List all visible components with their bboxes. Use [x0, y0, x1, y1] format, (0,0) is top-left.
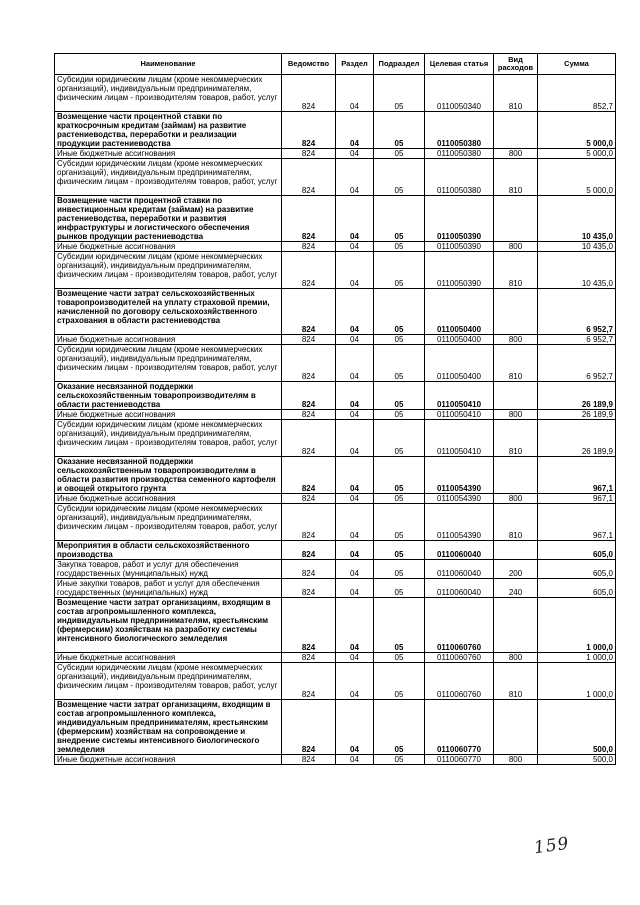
budget-table [54, 53, 616, 765]
row-name: Возмещение части процентной ставки по инвестиционным кредитам (займам) на развитие растениеводства, переработки и развития инфраструктуры и логистического обеспечения рынков продукции растениеводства [55, 196, 282, 242]
row-subsection: 05 [374, 196, 425, 242]
table-row [55, 335, 616, 345]
table-row [55, 755, 616, 765]
row-target: 0110050400 [425, 289, 494, 335]
row-subsection: 05 [374, 382, 425, 410]
row-dept: 824 [282, 420, 336, 457]
row-name: Иные бюджетные ассигнования [55, 242, 282, 252]
row-subsection: 05 [374, 755, 425, 765]
row-sum: 852,7 [538, 75, 616, 112]
row-name: Возмещение части затрат организациям, входящим в состав агропромышленного комплекса, индивидуальным предпринимателям, крестьянским (фермерским) хозяйствам на сопровождение и внедрение системы интенсивного биологического земледелия [55, 700, 282, 755]
row-sum: 967,1 [538, 504, 616, 541]
row-subsection: 05 [374, 579, 425, 598]
table-row [55, 663, 616, 700]
row-section: 04 [336, 494, 374, 504]
table-row [55, 289, 616, 335]
row-target: 0110060040 [425, 541, 494, 560]
row-dept: 824 [282, 112, 336, 149]
table-row [55, 494, 616, 504]
row-target: 0110050410 [425, 382, 494, 410]
header-name: Наименование [55, 54, 282, 75]
row-subsection: 05 [374, 653, 425, 663]
row-name: Субсидии юридическим лицам (кроме некоммерческих организаций), индивидуальным предпринимателям, физическим лицам - производителям товаров, работ, услуг [55, 504, 282, 541]
table-body [55, 75, 616, 765]
row-subsection: 05 [374, 252, 425, 289]
row-subsection: 05 [374, 289, 425, 335]
row-type [494, 196, 538, 242]
row-type: 800 [494, 494, 538, 504]
row-dept: 824 [282, 410, 336, 420]
row-sum: 10 435,0 [538, 242, 616, 252]
row-target: 0110050380 [425, 149, 494, 159]
row-dept: 824 [282, 289, 336, 335]
row-type: 800 [494, 653, 538, 663]
table-row [55, 149, 616, 159]
row-dept: 824 [282, 382, 336, 410]
row-name: Иные бюджетные ассигнования [55, 410, 282, 420]
row-sum: 6 952,7 [538, 335, 616, 345]
row-target: 0110060040 [425, 560, 494, 579]
table-row [55, 579, 616, 598]
row-dept: 824 [282, 700, 336, 755]
row-sum: 500,0 [538, 755, 616, 765]
row-dept: 824 [282, 335, 336, 345]
row-type [494, 289, 538, 335]
row-section: 04 [336, 196, 374, 242]
row-dept: 824 [282, 494, 336, 504]
row-type: 800 [494, 410, 538, 420]
row-type: 810 [494, 252, 538, 289]
header-target: Целевая статья [425, 54, 494, 75]
row-section: 04 [336, 663, 374, 700]
row-target: 0110050400 [425, 335, 494, 345]
row-sum: 967,1 [538, 494, 616, 504]
row-name: Закупка товаров, работ и услуг для обеспечения государственных (муниципальных) нужд [55, 560, 282, 579]
row-section: 04 [336, 289, 374, 335]
row-dept: 824 [282, 159, 336, 196]
row-type: 810 [494, 159, 538, 196]
row-subsection: 05 [374, 663, 425, 700]
row-type: 240 [494, 579, 538, 598]
row-type: 810 [494, 345, 538, 382]
table-row [55, 75, 616, 112]
table-row [55, 541, 616, 560]
row-dept: 824 [282, 75, 336, 112]
row-sum: 26 189,9 [538, 382, 616, 410]
row-sum: 5 000,0 [538, 112, 616, 149]
row-type: 800 [494, 149, 538, 159]
row-target: 0110060040 [425, 579, 494, 598]
table-row [55, 196, 616, 242]
row-target: 0110050410 [425, 420, 494, 457]
table-row [55, 457, 616, 494]
table-row [55, 653, 616, 663]
row-dept: 824 [282, 149, 336, 159]
table-row [55, 252, 616, 289]
row-section: 04 [336, 112, 374, 149]
row-subsection: 05 [374, 75, 425, 112]
row-dept: 824 [282, 653, 336, 663]
row-dept: 824 [282, 755, 336, 765]
table-row [55, 345, 616, 382]
row-subsection: 05 [374, 345, 425, 382]
row-subsection: 05 [374, 700, 425, 755]
row-type: 810 [494, 75, 538, 112]
row-section: 04 [336, 252, 374, 289]
row-sum: 605,0 [538, 560, 616, 579]
row-section: 04 [336, 345, 374, 382]
row-target: 0110050380 [425, 112, 494, 149]
row-name: Возмещение части процентной ставки по краткосрочным кредитам (займам) на развитие растениеводства, переработки и реализации продукции растениеводства [55, 112, 282, 149]
row-section: 04 [336, 653, 374, 663]
row-name: Оказание несвязанной поддержки сельскохозяйственным товаропроизводителям в области растениеводства [55, 382, 282, 410]
row-type: 800 [494, 755, 538, 765]
row-subsection: 05 [374, 112, 425, 149]
row-name: Иные бюджетные ассигнования [55, 149, 282, 159]
row-section: 04 [336, 598, 374, 653]
row-dept: 824 [282, 457, 336, 494]
table-row [55, 700, 616, 755]
row-target: 0110050410 [425, 410, 494, 420]
row-type: 810 [494, 504, 538, 541]
row-dept: 824 [282, 345, 336, 382]
row-section: 04 [336, 75, 374, 112]
row-type: 200 [494, 560, 538, 579]
row-target: 0110050340 [425, 75, 494, 112]
row-sum: 6 952,7 [538, 345, 616, 382]
row-subsection: 05 [374, 494, 425, 504]
row-name: Субсидии юридическим лицам (кроме некоммерческих организаций), индивидуальным предпринимателям, физическим лицам - производителям товаров, работ, услуг [55, 75, 282, 112]
row-type: 810 [494, 663, 538, 700]
row-sum: 500,0 [538, 700, 616, 755]
row-sum: 6 952,7 [538, 289, 616, 335]
row-name: Мероприятия в области сельскохозяйственного производства [55, 541, 282, 560]
row-target: 0110050390 [425, 196, 494, 242]
row-name: Субсидии юридическим лицам (кроме некоммерческих организаций), индивидуальным предпринимателям, физическим лицам - производителям товаров, работ, услуг [55, 345, 282, 382]
row-target: 0110054390 [425, 494, 494, 504]
row-dept: 824 [282, 663, 336, 700]
row-type [494, 382, 538, 410]
row-type: 800 [494, 335, 538, 345]
row-target: 0110060760 [425, 598, 494, 653]
row-section: 04 [336, 755, 374, 765]
row-dept: 824 [282, 579, 336, 598]
row-name: Субсидии юридическим лицам (кроме некоммерческих организаций), индивидуальным предпринимателям, физическим лицам - производителям товаров, работ, услуг [55, 159, 282, 196]
row-type [494, 112, 538, 149]
row-subsection: 05 [374, 420, 425, 457]
row-sum: 1 000,0 [538, 653, 616, 663]
row-dept: 824 [282, 252, 336, 289]
row-section: 04 [336, 541, 374, 560]
row-target: 0110054390 [425, 457, 494, 494]
row-name: Иные бюджетные ассигнования [55, 653, 282, 663]
row-sum: 1 000,0 [538, 663, 616, 700]
table-row [55, 420, 616, 457]
budget-document [54, 53, 615, 765]
row-name: Иные бюджетные ассигнования [55, 755, 282, 765]
row-subsection: 05 [374, 159, 425, 196]
row-subsection: 05 [374, 560, 425, 579]
row-section: 04 [336, 335, 374, 345]
row-dept: 824 [282, 242, 336, 252]
row-type [494, 457, 538, 494]
table-row [55, 159, 616, 196]
row-subsection: 05 [374, 457, 425, 494]
row-section: 04 [336, 560, 374, 579]
table-row [55, 598, 616, 653]
row-type: 810 [494, 420, 538, 457]
header-section: Раздел [336, 54, 374, 75]
row-type [494, 700, 538, 755]
row-target: 0110050380 [425, 159, 494, 196]
row-subsection: 05 [374, 242, 425, 252]
table-row [55, 112, 616, 149]
row-name: Субсидии юридическим лицам (кроме некоммерческих организаций), индивидуальным предпринимателям, физическим лицам - производителям товаров, работ, услуг [55, 420, 282, 457]
row-subsection: 05 [374, 410, 425, 420]
row-target: 0110050390 [425, 242, 494, 252]
table-header-row [55, 54, 616, 75]
row-section: 04 [336, 242, 374, 252]
row-sum: 5 000,0 [538, 159, 616, 196]
table-row [55, 242, 616, 252]
row-name: Возмещение части затрат организациям, входящим в состав агропромышленного комплекса, индивидуальным предпринимателям, крестьянским (фермерским) хозяйствам на разработку системы интенсивного биологического земледелия [55, 598, 282, 653]
row-section: 04 [336, 382, 374, 410]
row-target: 0110060770 [425, 755, 494, 765]
row-sum: 10 435,0 [538, 252, 616, 289]
table-row [55, 504, 616, 541]
table-row [55, 410, 616, 420]
row-subsection: 05 [374, 335, 425, 345]
row-type [494, 598, 538, 653]
page-number: 159 [532, 833, 571, 859]
row-section: 04 [336, 159, 374, 196]
header-sum: Сумма [538, 54, 616, 75]
row-section: 04 [336, 579, 374, 598]
header-subsection: Подраздел [374, 54, 425, 75]
row-name: Иные бюджетные ассигнования [55, 335, 282, 345]
row-sum: 10 435,0 [538, 196, 616, 242]
row-target: 0110050400 [425, 345, 494, 382]
row-target: 0110060760 [425, 653, 494, 663]
row-target: 0110060760 [425, 663, 494, 700]
row-target: 0110060770 [425, 700, 494, 755]
row-subsection: 05 [374, 541, 425, 560]
row-section: 04 [336, 410, 374, 420]
table-row [55, 560, 616, 579]
row-sum: 26 189,9 [538, 420, 616, 457]
row-sum: 605,0 [538, 541, 616, 560]
table-row [55, 382, 616, 410]
row-target: 0110050390 [425, 252, 494, 289]
row-name: Субсидии юридическим лицам (кроме некоммерческих организаций), индивидуальным предпринимателям, физическим лицам - производителям товаров, работ, услуг [55, 252, 282, 289]
row-section: 04 [336, 700, 374, 755]
row-section: 04 [336, 149, 374, 159]
row-dept: 824 [282, 598, 336, 653]
row-name: Оказание несвязанной поддержки сельскохозяйственным товаропроизводителям в области развития производства семенного картофеля и овощей открытого грунта [55, 457, 282, 494]
header-type: Вид расходов [494, 54, 538, 75]
row-sum: 5 000,0 [538, 149, 616, 159]
row-name: Иные бюджетные ассигнования [55, 494, 282, 504]
row-dept: 824 [282, 504, 336, 541]
row-name: Субсидии юридическим лицам (кроме некоммерческих организаций), индивидуальным предпринимателям, физическим лицам - производителям товаров, работ, услуг [55, 663, 282, 700]
row-subsection: 05 [374, 149, 425, 159]
row-sum: 967,1 [538, 457, 616, 494]
row-subsection: 05 [374, 504, 425, 541]
header-dept: Ведомство [282, 54, 336, 75]
row-sum: 1 000,0 [538, 598, 616, 653]
row-sum: 26 189,9 [538, 410, 616, 420]
row-name: Возмещение части затрат сельскохозяйственных товаропроизводителей на уплату страховой премии, начисленной по договору сельскохозяйственного страхования в области растениеводства [55, 289, 282, 335]
row-dept: 824 [282, 560, 336, 579]
row-type: 800 [494, 242, 538, 252]
row-type [494, 541, 538, 560]
row-subsection: 05 [374, 598, 425, 653]
row-dept: 824 [282, 541, 336, 560]
row-dept: 824 [282, 196, 336, 242]
row-section: 04 [336, 457, 374, 494]
row-section: 04 [336, 420, 374, 457]
row-sum: 605,0 [538, 579, 616, 598]
row-section: 04 [336, 504, 374, 541]
row-target: 0110054390 [425, 504, 494, 541]
row-name: Иные закупки товаров, работ и услуг для обеспечения государственных (муниципальных) нужд [55, 579, 282, 598]
